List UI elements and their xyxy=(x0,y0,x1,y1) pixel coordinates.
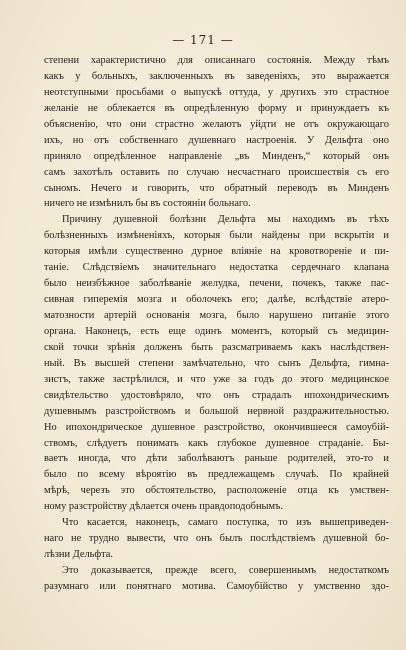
paragraph xyxy=(44,53,389,212)
text-line: органа. Наконецъ, есть еще одинъ моментъ, который съ медицин- xyxy=(44,325,389,337)
text-line: ствомъ, слѣдуетъ понимать какъ глубокое душевное страданіе. Бы- xyxy=(44,437,389,449)
text-line: ихъ, но отъ собственнаго душевнаго настроенія. У Дельфта оно xyxy=(44,134,389,146)
text-line: какъ у больныхъ, заключенныхъ въ заведеніяхъ, это выражается xyxy=(44,70,389,82)
text-line: ничего не измѣнилъ бы въ состояніи больнаго. xyxy=(44,198,251,210)
text-line: наго не трудно вывести, что онъ былъ послѣдствіемъ душевной бо- xyxy=(44,533,389,545)
text-line: самъ захотѣлъ оставить по случаю несчастнаго происшествія съ его xyxy=(44,166,389,178)
text-line: таніе. Слѣдствіемъ значительнаго недостатка сердечнаго клапана xyxy=(44,262,389,274)
text-line: болѣзненныхъ измѣненіяхъ, которыя были найдены при вскрытіи и xyxy=(44,230,389,242)
text-line: объясненію, что они страстно желаютъ уйдти не отъ окружающаго xyxy=(44,118,389,130)
text-line: желаніе не облекается въ опредѣленную форму и принуждаетъ къ xyxy=(44,102,389,114)
text-line: приняло опредѣленное направленіе „въ Минденъ,“ который онъ xyxy=(44,150,389,162)
text-line: лѣзни Дельфта. xyxy=(44,549,114,561)
text-line: матозности артерій основанія мозга, было нарушено питаніе этого xyxy=(44,310,389,321)
text-line: Это доказывается, прежде всего, совершеннымъ недостаткомъ xyxy=(62,565,389,576)
text-line: ному разстройству дѣлается очень правдоподобнымъ. xyxy=(44,501,284,513)
body-text xyxy=(44,53,389,595)
text-line: степени характеристично для описаннаго состоянія. Между тѣмъ xyxy=(44,55,389,66)
page-number: — 171 — xyxy=(172,33,234,47)
text-line: зистъ, также застрѣлился, и что уже за годъ до этого медицинское xyxy=(44,373,389,385)
text-line: которыя имѣли существенно дурное вліяніе на кровотвореніе и пи- xyxy=(44,246,389,258)
text-line: ваетъ иногда, что дѣти заболѣваютъ раньше родителей, это-то и xyxy=(44,453,389,465)
text-line: Но ипохондрическое душевное разстройство, окончившееся самоубій- xyxy=(44,421,389,433)
text-line: Причину душевной болѣзни Дельфта мы находимъ въ тѣхъ xyxy=(62,214,389,226)
paragraph xyxy=(44,515,389,563)
text-line: было неизбѣжное заболѣваніе желудка, печени, почекъ, также пас- xyxy=(44,278,389,290)
text-line: сыномъ. Нечего и говорить, что обратный переводъ въ Минденъ xyxy=(44,182,389,194)
text-line: сивная гиперемія мозга и оболочекъ его; далѣе, вслѣдствіе атеро- xyxy=(44,294,389,306)
text-line: было по всему вѣроятію въ предлежащемъ случаѣ. По крайней xyxy=(44,469,389,481)
text-line: разумнаго или понятнаго мотива. Самоубійство у умственно здо- xyxy=(44,580,389,592)
text-line: ской точки зрѣнія долженъ быть разсматриваемъ какъ наслѣдствен- xyxy=(44,341,389,353)
text-line: душевнымъ разстройствомъ и большой нервной раздражительностью. xyxy=(44,405,389,417)
text-line: свидѣтельство удостовѣряло, что онъ страдалъ ипохондрическимъ xyxy=(44,389,389,401)
text-line: мѣрѣ, черезъ это обстоятельство, расположеніе отца къ умствен- xyxy=(44,485,389,497)
text-line: Что касается, наконецъ, самаго поступка, то изъ вышеприведен- xyxy=(62,517,389,529)
text-line: ный. Въ высшей степени замѣчательно, что сынъ Дельфта, гимна- xyxy=(44,357,389,369)
paragraph xyxy=(44,212,389,515)
paragraph xyxy=(44,563,389,595)
text-line: неотступными просьбами о выпускѣ оттуда, у другихъ это страстное xyxy=(44,86,389,98)
